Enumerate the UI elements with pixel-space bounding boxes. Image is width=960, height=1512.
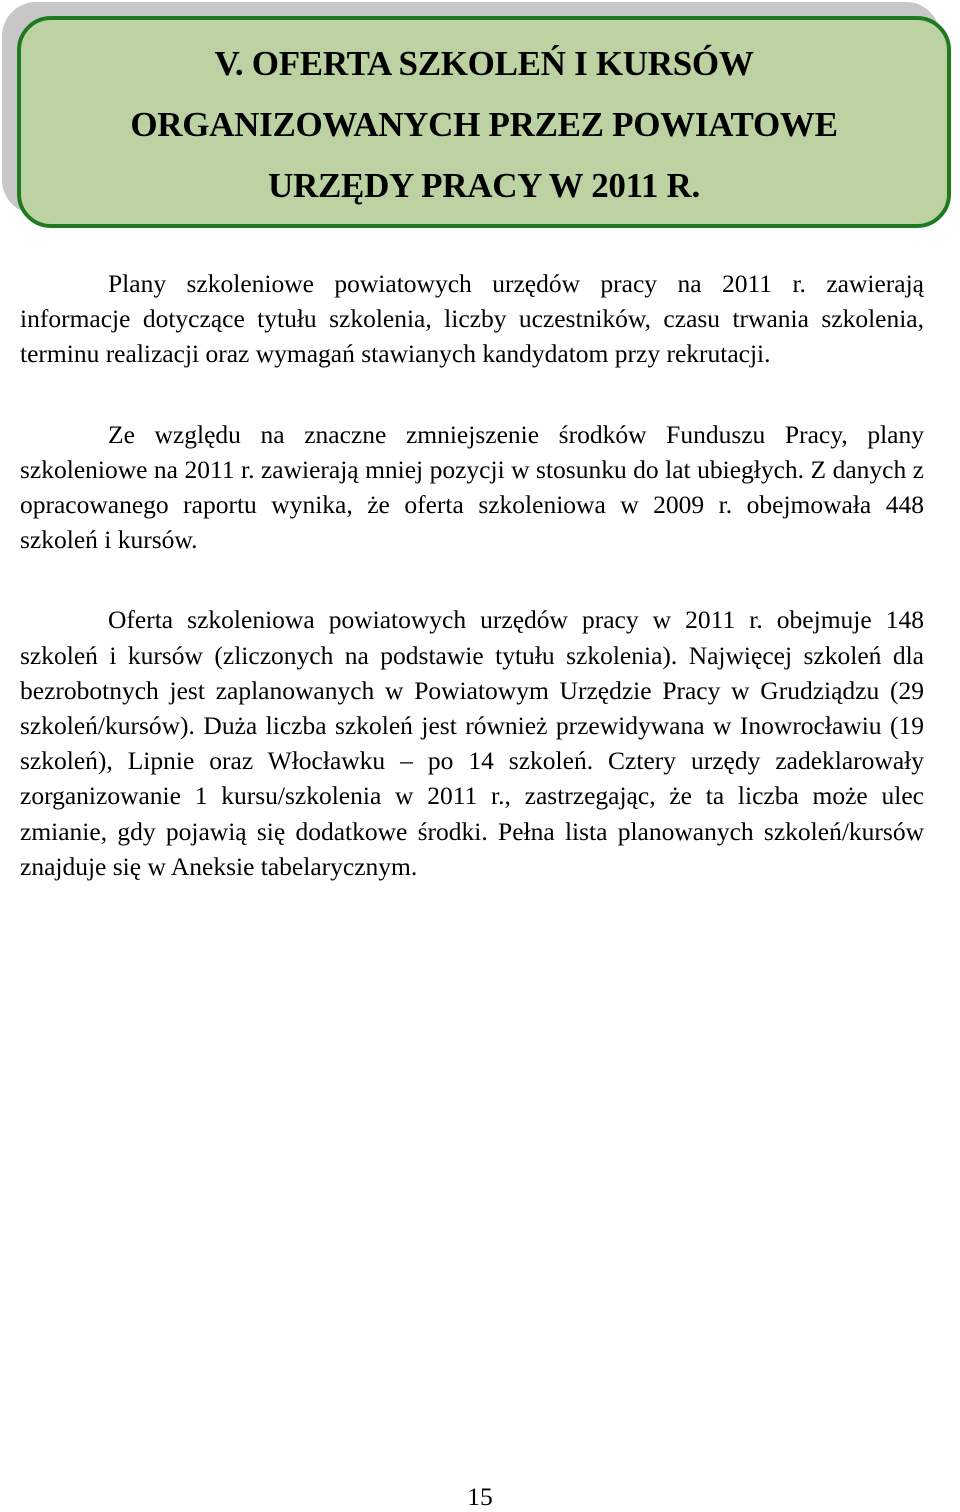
body-text (20, 266, 924, 929)
section-header (0, 0, 960, 240)
section-title-line-3: URZĘDY PRACY W 2011 R. (268, 165, 700, 205)
section-title-line-1: V. OFERTA SZKOLEŃ I KURSÓW (214, 43, 754, 83)
paragraph-training-plans: Plany szkoleniowe powiatowych urzędów pracy na 2011 r. zawierają informacje dotyczące tytułu szkolenia, liczby uczestników, czasu trwania szkolenia, terminu realizacji oraz wymagań stawianych kandydatom przy rekrutacji. (20, 269, 924, 369)
page-number: 15 (467, 1482, 493, 1511)
section-title (21, 20, 947, 224)
paragraph-training-offer: Oferta szkoleniowa powiatowych urzędów pracy w 2011 r. obejmuje 148 szkoleń i kursów (zliczonych na podstawie tytułu szkolenia). Najwięcej szkoleń dla bezrobotnych jest zaplanowanych w Powiatowym Urzędzie Pracy w Grudziądzu (29 szkoleń/kursów). Duża liczba szkoleń jest również przewidywana w Inowrocławiu (19 szkoleń), Lipnie oraz Włocławku – po 14 szkoleń. Cztery urzędy zadeklarowały zorganizowanie 1 kursu/szkolenia w 2011 r., zastrzegając, że ta liczba może ulec zmianie, gdy pojawią się dodatkowe środki. Pełna lista planowanych szkoleń/kursów znajduje się w Aneksie tabelarycznym. (20, 605, 924, 881)
header-box (17, 16, 951, 228)
section-title-line-2: ORGANIZOWANYCH PRZEZ POWIATOWE (130, 104, 838, 144)
paragraph-labour-fund: Ze względu na znaczne zmniejszenie środków Funduszu Pracy, plany szkoleniowe na 2011 r. zawierają mniej pozycji w stosunku do lat ubiegłych. Z danych z opracowanego raportu wynika, że oferta szkoleniowa w 2009 r. obejmowała 448 szkoleń i kursów. (20, 419, 924, 555)
